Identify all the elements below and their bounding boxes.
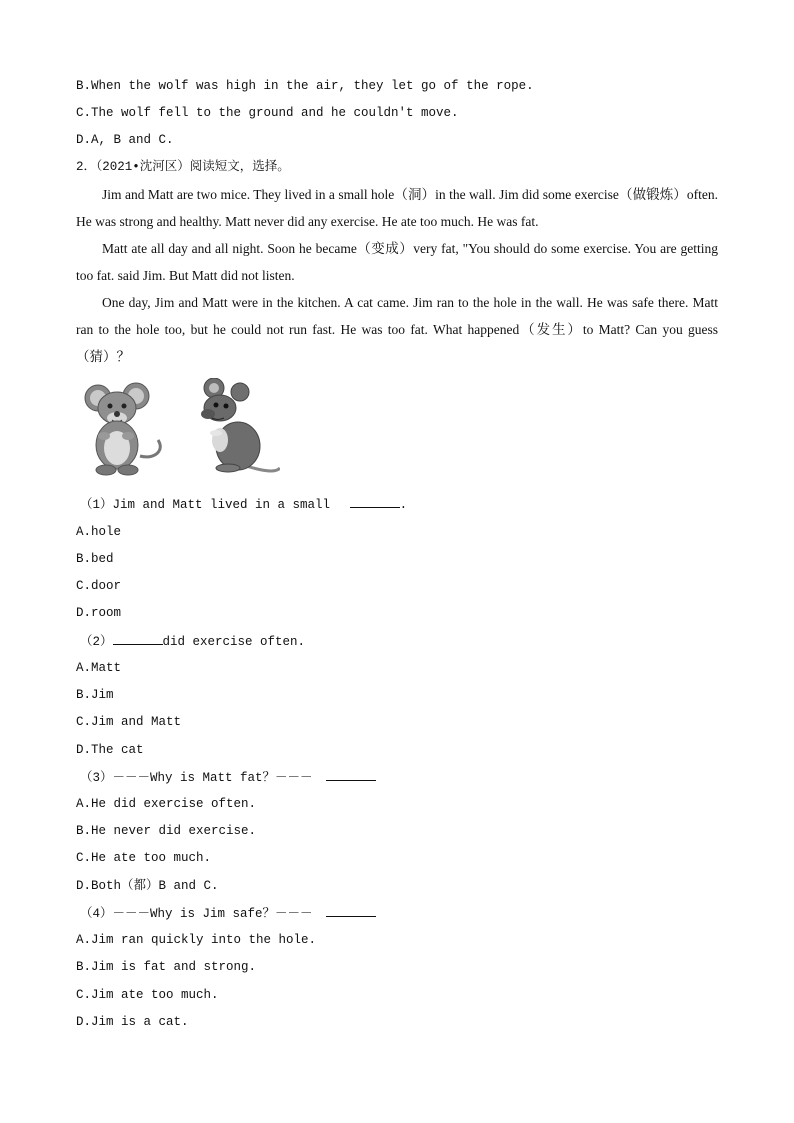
subquestion-3-text: （3）－－－Why is Matt fat？－－－ <box>80 771 313 785</box>
prev-option-c: C.The wolf fell to the ground and he couldn't move. <box>76 106 459 120</box>
option-1b[interactable]: B.bed <box>76 552 114 566</box>
mice-illustrations <box>80 378 280 480</box>
answer-blank[interactable] <box>113 632 163 645</box>
option-3b[interactable]: B.He never did exercise. <box>76 824 257 838</box>
option-3a[interactable]: A.He did exercise often. <box>76 797 257 811</box>
answer-blank[interactable] <box>326 768 376 781</box>
subquestion-2-text: （2） <box>80 635 113 649</box>
passage-paragraph-2: Matt ate all day and all night. Soon he became（变成）very fat, "You should do some exercise. You are getting too fat. said Jim. But Matt did not listen. <box>76 241 718 283</box>
option-4b[interactable]: B.Jim is fat and strong. <box>76 960 257 974</box>
option-4c[interactable]: C.Jim ate too much. <box>76 988 219 1002</box>
subquestion-4-text: （4）－－－Why is Jim safe？－－－ <box>80 907 313 921</box>
subquestion-2-prompt <box>80 632 305 651</box>
option-4d[interactable]: D.Jim is a cat. <box>76 1015 189 1029</box>
option-2a[interactable]: A.Matt <box>76 661 122 675</box>
subquestion-4-prompt <box>80 904 376 923</box>
passage-paragraph-1: Jim and Matt are two mice. They lived in a small hole（洞）in the wall. Jim did some exercise（做锻炼）often. He was strong and healthy. Matt never did any exercise. He ate too much. He was fat. <box>76 187 718 229</box>
question-2-header: 2．（2021•沈河区）阅读短文，选择。 <box>76 160 290 174</box>
option-1a[interactable]: A.hole <box>76 525 122 539</box>
option-2d[interactable]: D.The cat <box>76 743 144 757</box>
subquestion-1-suffix: . <box>399 498 408 512</box>
passage-paragraph-3: One day, Jim and Matt were in the kitchen. A cat came. Jim ran to the hole in the wall. He was safe there. Matt ran to the hole too, but he could not run fast. He was too fat. What happened（发生）to Matt? Can you guess（猜）？ <box>76 295 718 364</box>
answer-blank[interactable] <box>350 495 400 508</box>
option-3d[interactable]: D.Both（都）B and C. <box>76 879 219 893</box>
subquestion-2-suffix: did exercise often. <box>162 635 306 649</box>
answer-blank[interactable] <box>326 904 376 917</box>
option-1c[interactable]: C.door <box>76 579 122 593</box>
option-3c[interactable]: C.He ate too much. <box>76 851 212 865</box>
prev-option-b: B.When the wolf was high in the air, they let go of the rope. <box>76 79 534 93</box>
subquestion-1-text: （1）Jim and Matt lived in a small <box>80 498 331 512</box>
prev-option-d: D.A, B and C. <box>76 133 174 147</box>
subquestion-3-prompt <box>80 768 376 787</box>
option-4a[interactable]: A.Jim ran quickly into the hole. <box>76 933 317 947</box>
option-1d[interactable]: D.room <box>76 606 122 620</box>
mouse-standing-illustration <box>80 378 280 480</box>
option-2c[interactable]: C.Jim and Matt <box>76 715 182 729</box>
subquestion-1-prompt <box>80 495 407 514</box>
option-2b[interactable]: B.Jim <box>76 688 114 702</box>
